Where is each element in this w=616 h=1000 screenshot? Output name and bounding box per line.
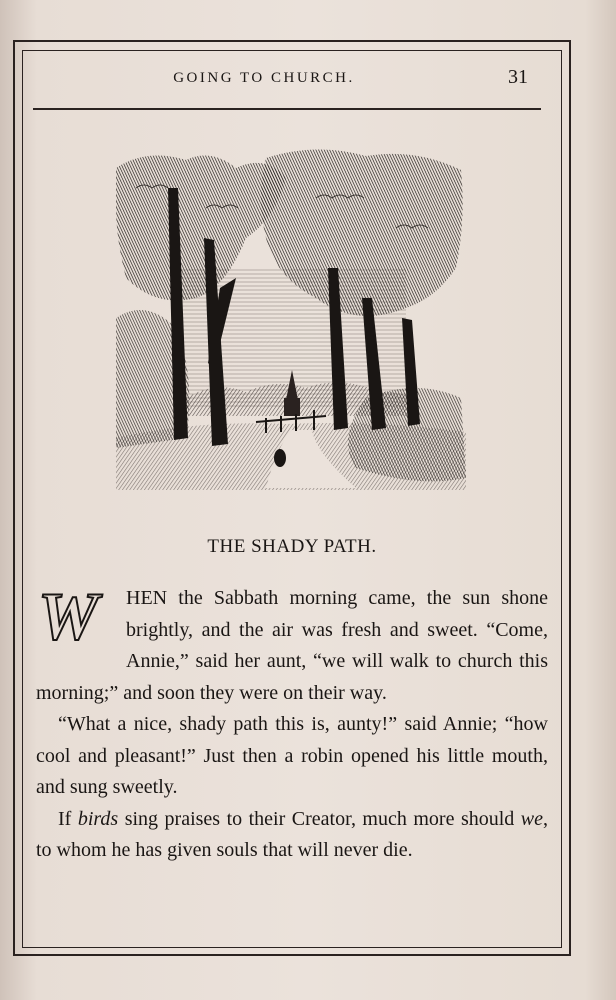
story-body	[36, 583, 548, 867]
story-paragraph-2: “What a nice, shady path this is, aunty!” said Annie; “how cool and pleasant!” Just then a robin opened his little mouth, and sung sweetly.	[36, 713, 548, 798]
running-head: GOING TO CHURCH.	[173, 70, 355, 86]
story-paragraph-1: HEN the Sabbath morning came, the sun shone brightly, and the air was fresh and sweet. “Come, Annie,” said her aunt, “we will walk to church this morning;” and soon they were on their way.	[36, 587, 548, 704]
shady-path-illustration	[116, 148, 466, 490]
svg-text:W: W	[38, 587, 99, 647]
drop-cap-initial	[36, 587, 116, 647]
header-rule	[33, 108, 541, 110]
page-number: 31	[508, 66, 528, 88]
story-title: THE SHADY PATH.	[207, 536, 377, 557]
story-paragraph-3: If birds sing praises to their Creator, much more should we, to whom he has given souls that will never die.	[36, 807, 549, 861]
